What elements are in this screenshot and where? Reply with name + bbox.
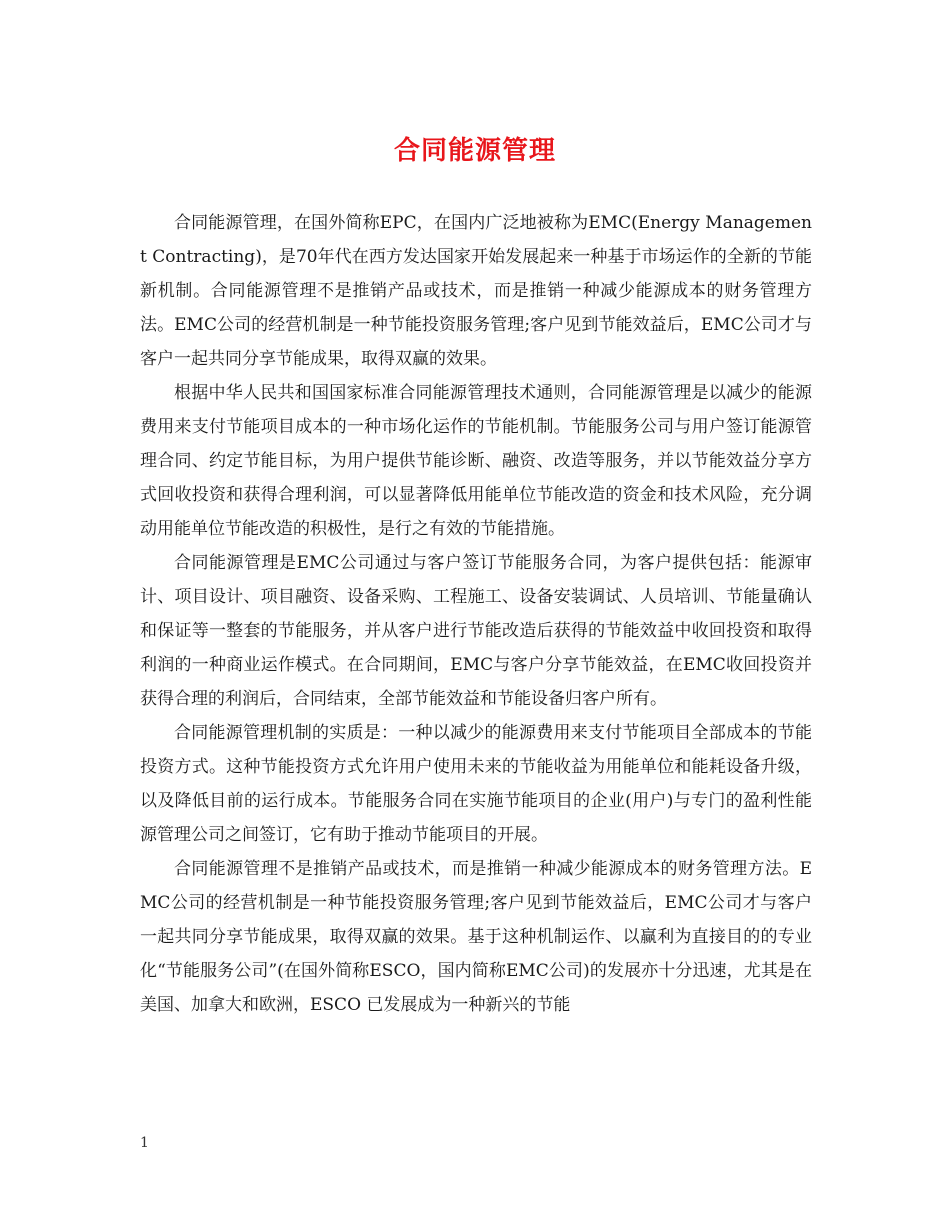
document-title: 合同能源管理 <box>393 136 556 166</box>
paragraph-2: 根据中华人民共和国国家标准合同能源管理技术通则，合同能源管理是以减少的能源费用来支付节能项目成本的一种市场化运作的节能机制。节能服务公司与用户签订能源管理合同、约定节能目标，为用户提供节能诊断、融资、改造等服务，并以节能效益分享方式回收投资和获得合理利润，可以显著降低用能单位节能改造的资金和技术风险，充分调动用能单位节能改造的积极性，是行之有效的节能措施。 <box>140 383 812 539</box>
paragraph-5: 合同能源管理不是推销产品或技术，而是推销一种减少能源成本的财务管理方法。EMC公司的经营机制是一种节能投资服务管理;客户见到节能效益后，EMC公司才与客户一起共同分享节能成果，取得双赢的效果。基于这种机制运作、以赢利为直接目的的专业化“节能服务公司”(在国外简称ESCO，国内简称EMC公司)的发展亦十分迅速，尤其是在美国、加拿大和欧洲，ESCO 已发展成为一种新兴的节能 <box>140 859 812 1015</box>
document-body <box>140 206 812 1022</box>
paragraph-4: 合同能源管理机制的实质是：一种以减少的能源费用来支付节能项目全部成本的节能投资方式。这种节能投资方式允许用户使用未来的节能收益为用能单位和能耗设备升级，以及降低目前的运行成本。节能服务合同在实施节能项目的企业(用户)与专门的盈利性能源管理公司之间签订，它有助于推动节能项目的开展。 <box>140 723 812 845</box>
page-number: 1 <box>140 1135 149 1151</box>
paragraph-1: 合同能源管理，在国外简称EPC，在国内广泛地被称为EMC(Energy Management Contracting)，是70年代在西方发达国家开始发展起来一种基于市场运作的全新的节能新机制。合同能源管理不是推销产品或技术，而是推销一种减少能源成本的财务管理方法。EMC公司的经营机制是一种节能投资服务管理;客户见到节能效益后，EMC公司才与客户一起共同分享节能成果，取得双赢的效果。 <box>140 213 812 369</box>
paragraph-3: 合同能源管理是EMC公司通过与客户签订节能服务合同，为客户提供包括：能源审计、项目设计、项目融资、设备采购、工程施工、设备安装调试、人员培训、节能量确认和保证等一整套的节能服务，并从客户进行节能改造后获得的节能效益中收回投资和取得利润的一种商业运作模式。在合同期间，EMC与客户分享节能效益，在EMC收回投资并获得合理的利润后，合同结束，全部节能效益和节能设备归客户所有。 <box>140 553 812 709</box>
